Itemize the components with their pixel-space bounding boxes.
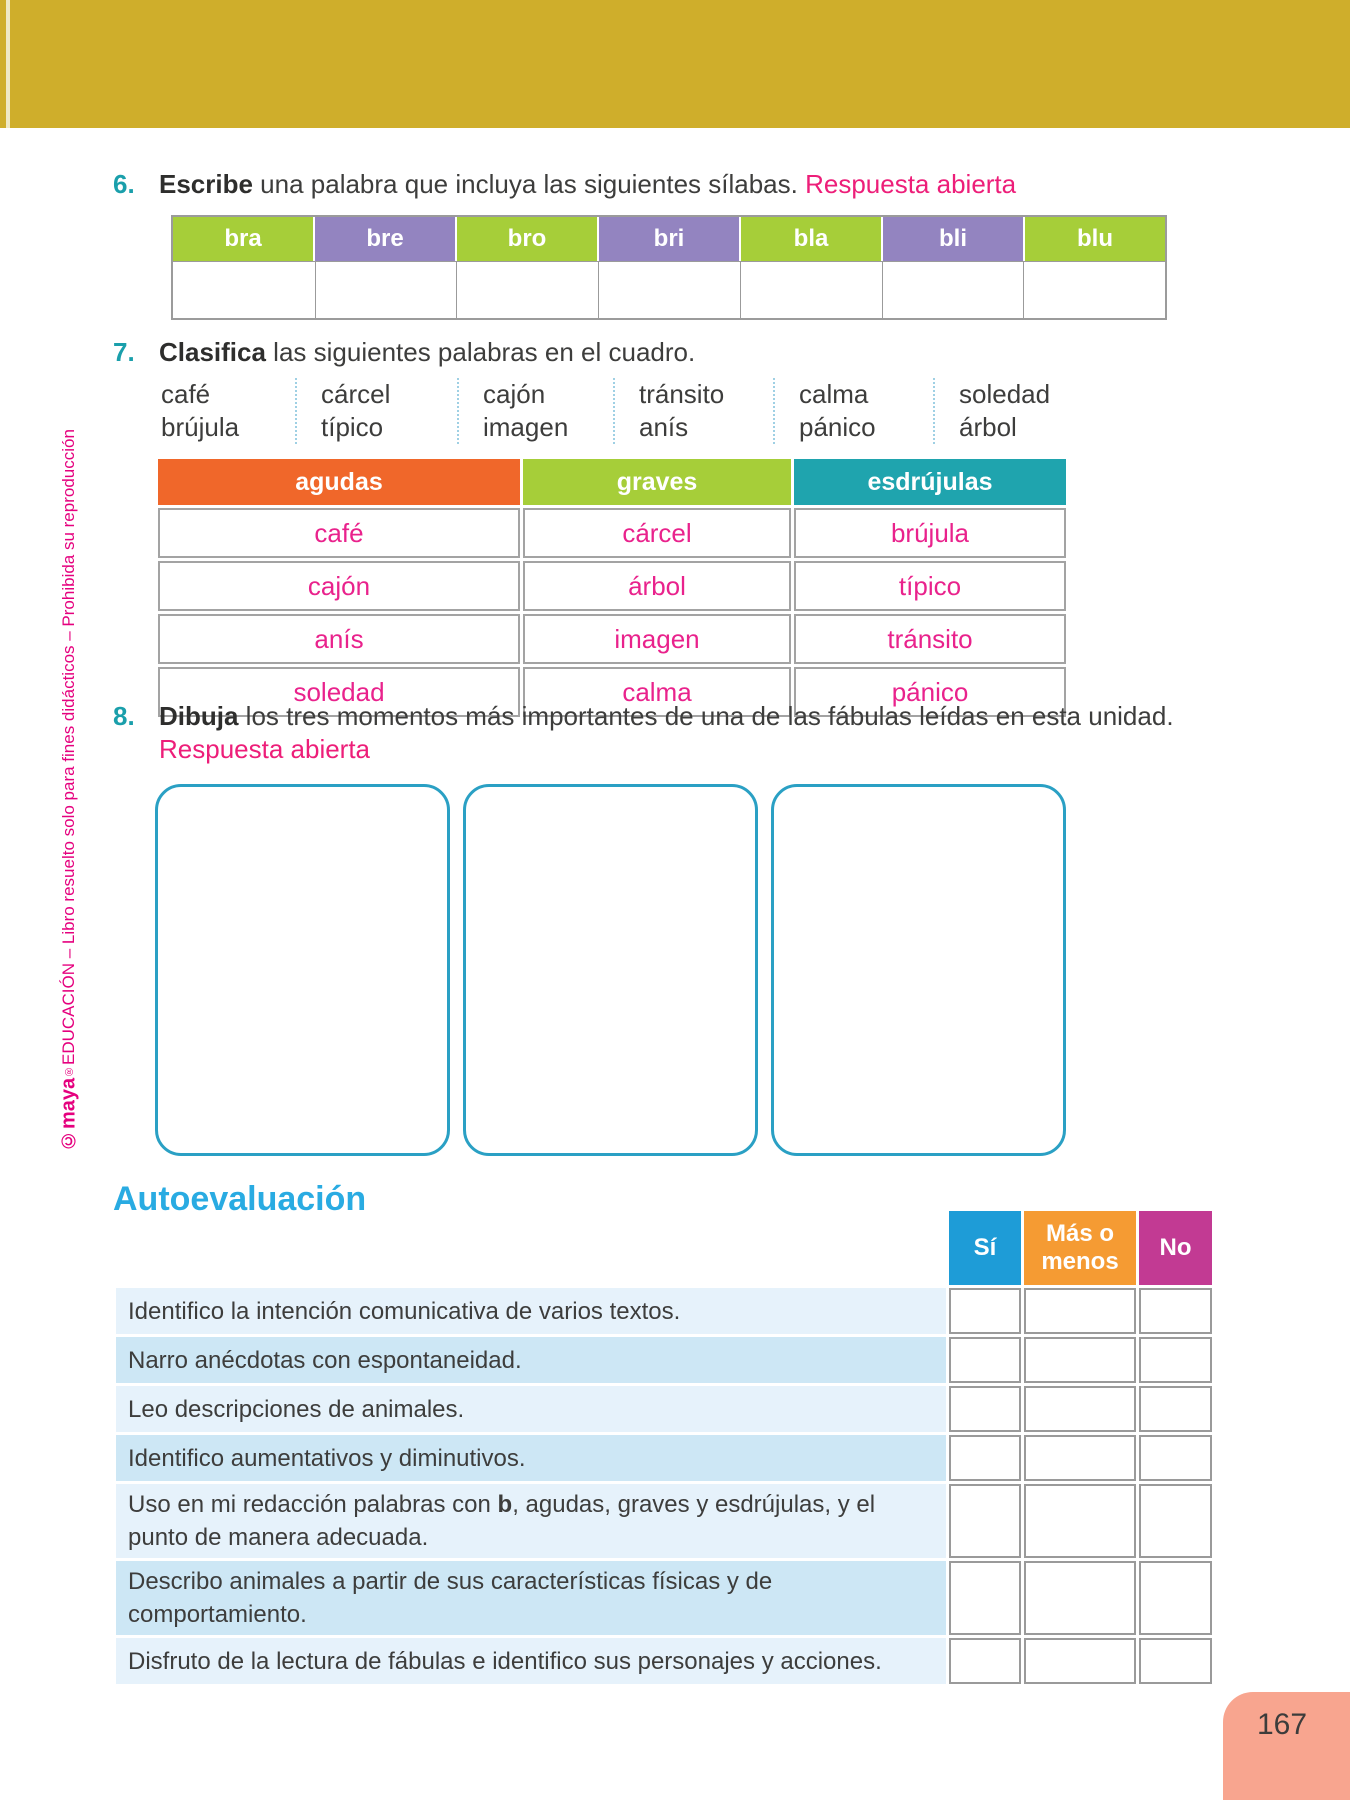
autoeval-column-header: No bbox=[1139, 1211, 1212, 1285]
word-bank-column bbox=[295, 378, 457, 444]
classification-answer-cell: pánico bbox=[794, 667, 1066, 717]
syllable-header-cell: blu bbox=[1025, 217, 1165, 261]
syllable-answer-row bbox=[173, 261, 1165, 318]
classification-answer-cell: anís bbox=[158, 614, 520, 664]
autoeval-checkbox-cell[interactable] bbox=[949, 1484, 1021, 1558]
exercise-8-section bbox=[113, 700, 1220, 1156]
exercise-7-section bbox=[113, 336, 1220, 720]
word-bank-word: típico bbox=[321, 412, 384, 442]
autoeval-statement: Narro anécdotas con espontaneidad. bbox=[116, 1337, 946, 1383]
syllable-header-cell: bro bbox=[457, 217, 597, 261]
exercise-6-number: 6. bbox=[113, 169, 135, 199]
syllable-answer-cell[interactable] bbox=[882, 262, 1024, 318]
autoeval-checkbox-cell[interactable] bbox=[1139, 1337, 1212, 1383]
autoeval-row bbox=[116, 1561, 1212, 1635]
top-banner-edge-stripe bbox=[6, 0, 10, 128]
autoeval-checkbox-cell[interactable] bbox=[1139, 1386, 1212, 1432]
autoeval-row bbox=[116, 1288, 1212, 1334]
word-bank-word: soledad bbox=[959, 379, 1051, 409]
autoeval-column-header: Más o menos bbox=[1024, 1211, 1136, 1285]
publisher-logo: ©maya bbox=[57, 1077, 80, 1151]
autoeval-column-header: Sí bbox=[949, 1211, 1021, 1285]
page-number-tab bbox=[1223, 1692, 1350, 1800]
classification-row bbox=[158, 614, 1066, 664]
classification-answer-cell: tránsito bbox=[794, 614, 1066, 664]
classification-answer-cell: típico bbox=[794, 561, 1066, 611]
autoeval-checkbox-cell[interactable] bbox=[1024, 1561, 1136, 1635]
word-bank-word: café bbox=[161, 379, 211, 409]
word-bank-column bbox=[155, 378, 295, 444]
top-banner bbox=[0, 0, 1350, 128]
autoeval-checkbox-cell[interactable] bbox=[949, 1288, 1021, 1334]
classification-answer-cell: cárcel bbox=[523, 508, 791, 558]
autoeval-table bbox=[113, 1208, 1215, 1687]
autoeval-checkbox-cell[interactable] bbox=[949, 1337, 1021, 1383]
syllable-header-cell: bli bbox=[883, 217, 1023, 261]
word-bank-word: tránsito bbox=[639, 379, 725, 409]
classification-answer-cell: árbol bbox=[523, 561, 791, 611]
word-bank bbox=[155, 378, 1220, 444]
classification-row bbox=[158, 561, 1066, 611]
drawing-box[interactable] bbox=[463, 784, 758, 1156]
exercise-7-verb: Clasifica bbox=[159, 337, 266, 367]
syllable-answer-cell[interactable] bbox=[598, 262, 740, 318]
classification-answer-cell: imagen bbox=[523, 614, 791, 664]
classification-body bbox=[158, 508, 1066, 717]
drawing-box[interactable] bbox=[771, 784, 1066, 1156]
copyright-text: EDUCACIÓN – Libro resuelto solo para fines didácticos – Prohibida su reproducción bbox=[59, 429, 78, 1066]
exercise-8-instruction: Dibuja los tres momentos más importantes de una de las fábulas leídas en esta unidad. Respuesta abierta bbox=[159, 701, 1174, 764]
syllable-answer-cell[interactable] bbox=[1023, 262, 1165, 318]
syllable-table bbox=[171, 215, 1167, 320]
classification-header-cell: esdrújulas bbox=[794, 459, 1066, 505]
autoeval-statement: Leo descripciones de animales. bbox=[116, 1386, 946, 1432]
syllable-header-cell: bri bbox=[599, 217, 739, 261]
drawing-box[interactable] bbox=[155, 784, 450, 1156]
autoeval-checkbox-cell[interactable] bbox=[1139, 1638, 1212, 1684]
exercise-6-section bbox=[113, 168, 1220, 320]
word-bank-word: calma bbox=[799, 379, 869, 409]
autoeval-checkbox-cell[interactable] bbox=[1024, 1337, 1136, 1383]
exercise-8-number: 8. bbox=[113, 701, 135, 731]
classification-answer-cell: calma bbox=[523, 667, 791, 717]
autoeval-statement: Describo animales a partir de sus características físicas y de comportamiento. bbox=[116, 1561, 946, 1635]
syllable-header-cell: bla bbox=[741, 217, 881, 261]
classification-answer-cell: brújula bbox=[794, 508, 1066, 558]
autoeval-header-row bbox=[116, 1211, 1212, 1285]
classification-row bbox=[158, 508, 1066, 558]
syllable-header-cell: bre bbox=[315, 217, 455, 261]
classification-table bbox=[155, 456, 1069, 720]
exercise-6-verb: Escribe bbox=[159, 169, 253, 199]
autoeval-checkbox-cell[interactable] bbox=[1024, 1484, 1136, 1558]
drawing-boxes bbox=[155, 784, 1220, 1156]
syllable-answer-cell[interactable] bbox=[173, 262, 315, 318]
word-bank-column bbox=[933, 378, 1078, 444]
syllable-answer-cell[interactable] bbox=[456, 262, 598, 318]
autoeval-body bbox=[116, 1288, 1212, 1684]
autoeval-checkbox-cell[interactable] bbox=[949, 1435, 1021, 1481]
autoeval-checkbox-cell[interactable] bbox=[1139, 1435, 1212, 1481]
open-answer-label: Respuesta abierta bbox=[805, 169, 1017, 199]
autoeval-checkbox-cell[interactable] bbox=[1139, 1288, 1212, 1334]
word-bank-column bbox=[773, 378, 933, 444]
word-bank-word: pánico bbox=[799, 412, 876, 442]
autoeval-checkbox-cell[interactable] bbox=[1024, 1435, 1136, 1481]
autoeval-checkbox-cell[interactable] bbox=[1139, 1484, 1212, 1558]
autoeval-checkbox-cell[interactable] bbox=[1024, 1288, 1136, 1334]
classification-header-row bbox=[158, 459, 1066, 505]
autoeval-statement: Uso en mi redacción palabras con b, agudas, graves y esdrújulas, y el punto de manera adecuada. bbox=[116, 1484, 946, 1558]
autoeval-row bbox=[116, 1337, 1212, 1383]
word-bank-word: brújula bbox=[161, 412, 240, 442]
exercise-8-verb: Dibuja bbox=[159, 701, 239, 731]
exercise-7-number: 7. bbox=[113, 337, 135, 367]
autoeval-row bbox=[116, 1484, 1212, 1558]
autoeval-checkbox-cell[interactable] bbox=[1024, 1386, 1136, 1432]
classification-answer-cell: soledad bbox=[158, 667, 520, 717]
word-bank-word: imagen bbox=[483, 412, 569, 442]
classification-answer-cell: cajón bbox=[158, 561, 520, 611]
syllable-header-cell: bra bbox=[173, 217, 313, 261]
autoeval-statement: Identifico aumentativos y diminutivos. bbox=[116, 1435, 946, 1481]
sidebar-copyright bbox=[56, 415, 82, 1165]
exercise-7-instruction: Clasifica las siguientes palabras en el cuadro. bbox=[159, 337, 696, 367]
autoeval-checkbox-cell[interactable] bbox=[949, 1561, 1021, 1635]
word-bank-word: cárcel bbox=[321, 379, 391, 409]
classification-header-cell: agudas bbox=[158, 459, 520, 505]
autoeval-row bbox=[116, 1386, 1212, 1432]
syllable-header-row bbox=[173, 217, 1165, 261]
word-bank-column bbox=[457, 378, 613, 444]
open-answer-label: Respuesta abierta bbox=[159, 734, 371, 764]
word-bank-word: árbol bbox=[959, 412, 1017, 442]
classification-answer-cell: café bbox=[158, 508, 520, 558]
word-bank-word: cajón bbox=[483, 379, 546, 409]
autoeval-checkbox-cell[interactable] bbox=[949, 1638, 1021, 1684]
page-number: 167 bbox=[1257, 1708, 1308, 1741]
classification-header-cell: graves bbox=[523, 459, 791, 505]
autoeval-row bbox=[116, 1435, 1212, 1481]
syllable-answer-cell[interactable] bbox=[315, 262, 457, 318]
autoeval-checkbox-cell[interactable] bbox=[1024, 1638, 1136, 1684]
word-bank-column bbox=[613, 378, 773, 444]
autoeval-statement: Identifico la intención comunicativa de varios textos. bbox=[116, 1288, 946, 1334]
autoevaluacion-heading: Autoevaluación bbox=[113, 1180, 367, 1218]
autoeval-header-spacer bbox=[116, 1211, 946, 1285]
autoeval-checkbox-cell[interactable] bbox=[1139, 1561, 1212, 1635]
autoeval-row bbox=[116, 1638, 1212, 1684]
exercise-6-instruction: Escribe una palabra que incluya las siguientes sílabas. Respuesta abierta bbox=[159, 169, 1017, 199]
autoeval-statement: Disfruto de la lectura de fábulas e identifico sus personajes y acciones. bbox=[116, 1638, 946, 1684]
registered-mark: ® bbox=[63, 1065, 75, 1078]
syllable-answer-cell[interactable] bbox=[740, 262, 882, 318]
autoeval-checkbox-cell[interactable] bbox=[949, 1386, 1021, 1432]
word-bank-word: anís bbox=[639, 412, 689, 442]
